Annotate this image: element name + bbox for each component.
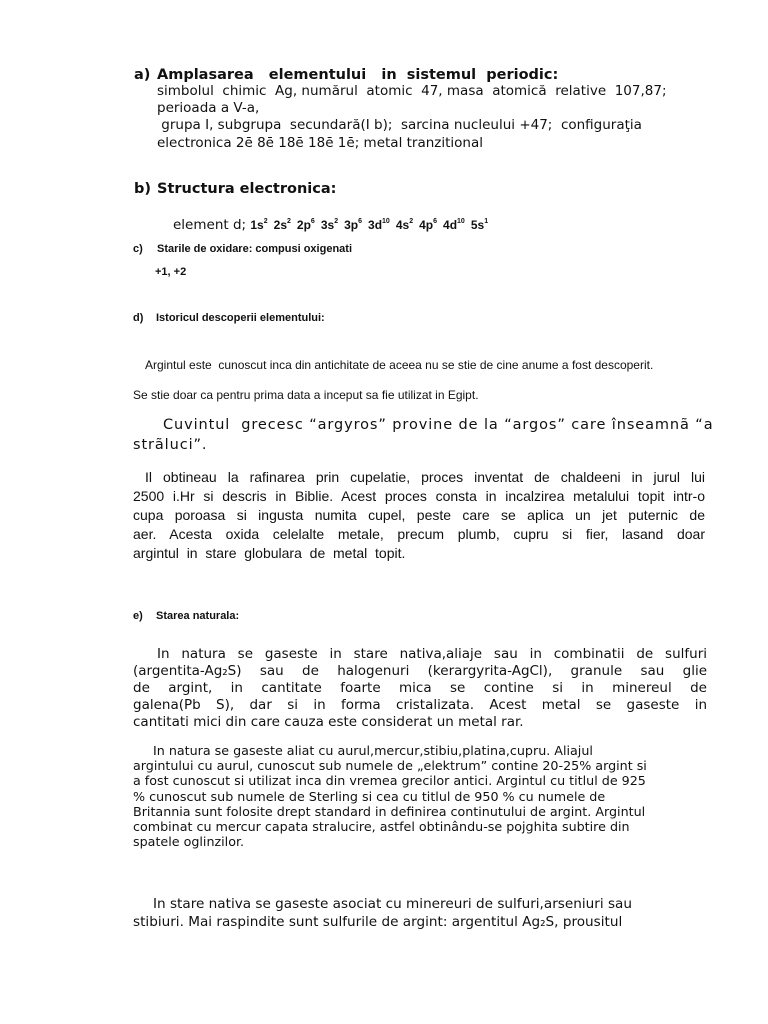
config-prefix: element d; — [173, 217, 251, 233]
orbital-term — [368, 218, 390, 232]
orbital-electron-count: 2 — [334, 218, 339, 225]
section-e-marker: e) — [133, 610, 143, 622]
orbital-label: 4s — [395, 218, 410, 232]
orbital-label: 2p — [296, 218, 311, 232]
orbital-electron-count: 10 — [382, 218, 390, 225]
orbital-electron-count: 2 — [409, 218, 414, 225]
section-a-marker: a) — [134, 67, 151, 83]
orbital-electron-count: 6 — [433, 218, 438, 225]
orbital-label: 4p — [419, 218, 434, 232]
orbital-term — [250, 218, 267, 232]
orbital-electron-count: 2 — [263, 218, 268, 225]
section-c-title: Starile de oxidare: compusi oxigenati — [157, 243, 352, 255]
history-p4-line: Il obtineau la rafinarea prin cupelatie, proces inventat de chaldeeni in jurul lui — [145, 469, 705, 485]
natural-p1-line: In natura se gaseste in stare nativa,aliaje sau in combinatii de sulfuri — [157, 646, 707, 662]
oxidation-states: +1, +2 — [155, 266, 187, 278]
orbital-electron-count: 6 — [310, 218, 315, 225]
natural-p2-line: Britannia sunt folosite drept standard in definirea continutului de argint. Argintul — [133, 803, 646, 819]
orbital-label: 3s — [320, 218, 335, 232]
natural-state-paragraph-3 — [133, 895, 707, 931]
natural-p2-line: In natura se gaseste aliat cu aurul,mercur,stibiu,platina,cupru. Aliajul — [153, 743, 593, 758]
orbital-term — [396, 218, 413, 232]
section-d-marker: d) — [133, 312, 144, 324]
natural-p2-line: argintului cu aurul, cunoscut sub numele de „elektrum” contine 20-25% argint si — [133, 758, 647, 774]
natural-state-paragraph-1 — [133, 646, 707, 731]
natural-p1-line: (argentita-Ag₂S) sau de halogenuri (kerargyrita-AgCl), granule sau glie — [133, 663, 707, 679]
section-a-line3: grupa I, subgrupa secundară(I b); sarcina nucleului +47; configuraţia — [157, 117, 642, 133]
history-paragraph-2: Se stie doar ca pentru prima data a inceput sa fie utilizat in Egipt. — [133, 388, 479, 402]
section-b-title: Structura electronica: — [157, 181, 337, 197]
natural-p2-line: % cunoscut sub numele de Sterling si cea cu titlul de 950 % cu numele de — [133, 788, 606, 804]
natural-p1-line: cantitati mici din care cauza este considerat un metal rar. — [133, 714, 524, 730]
history-paragraph-1: Argintul este cunoscut inca din antichitate de aceea nu se stie de cine anume a fost descoperit. — [145, 358, 654, 372]
config-terms — [250, 218, 488, 232]
natural-p2-line: spatele oglinzilor. — [133, 834, 245, 850]
history-p4-line: cupa poroasa si ingusta numita cupel, peste care se aplica un jet puternic de — [133, 507, 705, 523]
history-p4-line: 2500 i.Hr si descris in Biblie. Acest proces consta in incalzirea metalului topit intr-o — [133, 488, 705, 504]
natural-p1-line: de argint, in cantitate foarte mica se contine si in minereul de — [133, 680, 707, 696]
natural-p3-line: In stare nativa se gaseste asociat cu minereuri de sulfuri,arseniuri sau — [153, 896, 632, 912]
history-p4-line: argintul in stare globulara de metal topit. — [133, 545, 406, 561]
natural-p1-line: galena(Pb S), dar si in forma cristalizata. Acest metal se gaseste in — [133, 697, 707, 713]
history-paragraph-4 — [133, 468, 705, 563]
section-a-line1: simbolul chimic Ag, numărul atomic 47, masa atomică relative 107,87; — [157, 83, 667, 99]
orbital-term — [274, 218, 291, 232]
orbital-label: 3d — [368, 218, 383, 232]
orbital-term — [321, 218, 338, 232]
natural-p2-line: a fost cunoscut si utilizat inca din vremea grecilor antici. Argintul cu titlul de 925 — [133, 773, 646, 789]
natural-p3-line: stibiuri. Mai raspindite sunt sulfurile de argint: argentitul Ag₂S, prousitul — [133, 914, 623, 930]
etymology-line-1: Cuvintul grecesc “argyros” provine de la “argos” care înseamnã “a — [163, 417, 714, 433]
orbital-term — [419, 218, 437, 232]
natural-state-paragraph-2 — [133, 743, 707, 849]
orbital-electron-count: 6 — [358, 218, 363, 225]
natural-p2-line: combinat cu mercur capata stralucire, astfel obtinându-se pojghita subtire din — [133, 819, 630, 835]
section-e-title: Starea naturala: — [156, 610, 240, 622]
section-a-title: Amplasarea elementului in sistemul periodic: — [157, 67, 559, 83]
section-c-marker: c) — [133, 243, 143, 255]
orbital-label: 1s — [250, 218, 264, 232]
etymology-line-2: strãluci”. — [133, 437, 208, 453]
section-a-line2: perioada a V-a, — [157, 100, 260, 116]
orbital-electron-count: 2 — [287, 218, 291, 225]
orbital-label: 5s — [470, 218, 485, 232]
orbital-label: 2s — [273, 218, 287, 232]
orbital-label: 3p — [344, 218, 359, 232]
orbital-electron-count: 1 — [484, 218, 489, 225]
orbital-electron-count: 10 — [457, 218, 465, 225]
section-b-marker: b) — [134, 181, 152, 197]
section-d-title: Istoricul descoperii elementului: — [156, 312, 325, 324]
section-a-line4: electronica 2ē 8ē 18ē 18ē 1ē; metal tranzitional — [157, 135, 483, 151]
orbital-label: 4d — [443, 218, 458, 232]
orbital-term — [443, 218, 465, 232]
orbital-term — [297, 218, 315, 232]
orbital-term — [471, 218, 488, 232]
history-p4-line: aer. Acesta oxida celelalte metale, precum plumb, cupru si fier, lasand doar — [133, 526, 705, 542]
orbital-term — [344, 218, 362, 232]
